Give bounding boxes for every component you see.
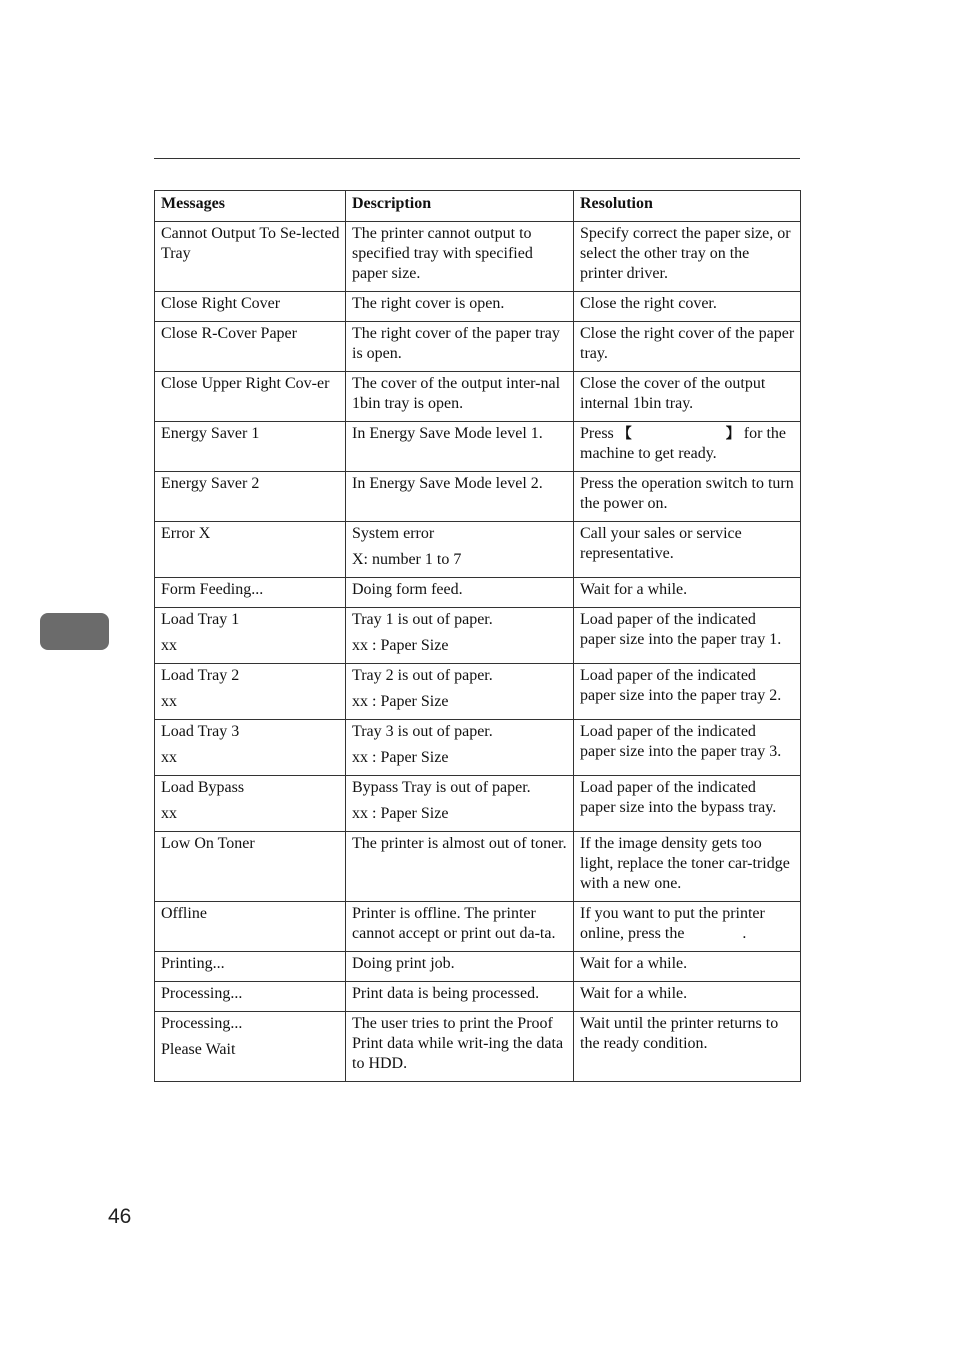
- message-cell: [155, 322, 346, 372]
- description-text: The cover of the output inter-nal 1bin tray is open.: [352, 375, 561, 412]
- message-text: Close R-Cover Paper: [161, 325, 297, 342]
- resolution-cell: [574, 292, 801, 322]
- message-cell: [155, 608, 346, 664]
- resolution-text: Call your sales or service representative.: [580, 525, 742, 562]
- table-row: [155, 664, 801, 720]
- message-text: Load Tray 3: [161, 723, 240, 740]
- table-row: [155, 952, 801, 982]
- description-text: Tray 2 is out of paper.: [352, 667, 493, 684]
- description-text: In Energy Save Mode level 2.: [352, 475, 543, 492]
- description-cell: [346, 472, 574, 522]
- resolution-text: If you want to put the printer online, press the: [580, 905, 765, 942]
- message-cell: [155, 902, 346, 952]
- table-row: [155, 720, 801, 776]
- message-cell: [155, 1012, 346, 1082]
- description-text: The printer is almost out of toner.: [352, 835, 567, 852]
- column-header-resolution: Resolution: [574, 191, 801, 222]
- message-text: Please Wait: [161, 1041, 236, 1058]
- table-row: [155, 322, 801, 372]
- description-cell: [346, 222, 574, 292]
- description-text: Bypass Tray is out of paper.: [352, 779, 531, 796]
- message-text: Load Bypass: [161, 779, 245, 796]
- table-row: [155, 832, 801, 902]
- table-header-row: [155, 191, 801, 222]
- description-text: In Energy Save Mode level 1.: [352, 425, 543, 442]
- description-text: Tray 1 is out of paper.: [352, 611, 493, 628]
- table-row: [155, 222, 801, 292]
- description-cell: [346, 578, 574, 608]
- message-text: Form Feeding...: [161, 581, 264, 598]
- description-text: X: number 1 to 7: [352, 551, 462, 568]
- resolution-cell: [574, 422, 801, 472]
- message-cell: [155, 720, 346, 776]
- description-text: Doing print job.: [352, 955, 455, 972]
- message-cell: [155, 222, 346, 292]
- message-text: Processing...: [161, 985, 243, 1002]
- resolution-text: Load paper of the indicated paper size into the paper tray 1.: [580, 611, 782, 648]
- chapter-tab: [40, 613, 109, 650]
- resolution-cell: [574, 472, 801, 522]
- resolution-cell: [574, 372, 801, 422]
- message-cell: [155, 292, 346, 322]
- table-row: [155, 472, 801, 522]
- message-cell: [155, 578, 346, 608]
- message-text: Low On Toner: [161, 835, 255, 852]
- message-text: Energy Saver 2: [161, 475, 260, 492]
- table-row: [155, 1012, 801, 1082]
- resolution-text: If the image density gets too light, replace the toner car-tridge with a new one.: [580, 835, 790, 892]
- table-row: [155, 522, 801, 578]
- resolution-cell: [574, 776, 801, 832]
- description-cell: [346, 832, 574, 902]
- resolution-cell: [574, 982, 801, 1012]
- resolution-text: Press the operation switch to turn the power on.: [580, 475, 794, 512]
- description-cell: [346, 422, 574, 472]
- description-cell: [346, 608, 574, 664]
- resolution-text: Wait for a while.: [580, 581, 688, 598]
- resolution-cell: [574, 720, 801, 776]
- description-cell: [346, 522, 574, 578]
- column-header-description: Description: [346, 191, 574, 222]
- description-cell: [346, 902, 574, 952]
- page-number: 46: [108, 1205, 132, 1228]
- description-cell: [346, 292, 574, 322]
- description-text: The user tries to print the Proof Print data while writ-ing the data to HDD.: [352, 1015, 564, 1072]
- description-text: Printer is offline. The printer cannot accept or print out da-ta.: [352, 905, 556, 942]
- table-row: [155, 578, 801, 608]
- message-cell: [155, 522, 346, 578]
- resolution-text: Specify correct the paper size, or select the other tray on the printer driver.: [580, 225, 791, 282]
- header-rule: [154, 158, 800, 159]
- description-text: xx : Paper Size: [352, 637, 449, 654]
- table-row: [155, 292, 801, 322]
- message-cell: [155, 372, 346, 422]
- message-cell: [155, 982, 346, 1012]
- message-text: xx: [161, 637, 177, 654]
- message-cell: [155, 664, 346, 720]
- message-table: [154, 190, 801, 1082]
- resolution-cell: [574, 322, 801, 372]
- resolution-text: Load paper of the indicated paper size into the bypass tray.: [580, 779, 777, 816]
- message-text: xx: [161, 693, 177, 710]
- resolution-cell: [574, 902, 801, 952]
- key-bracket-close: 】: [725, 426, 740, 442]
- message-cell: [155, 952, 346, 982]
- resolution-text: Close the right cover.: [580, 295, 717, 312]
- message-text: Close Upper Right Cov-er: [161, 375, 330, 392]
- resolution-cell: [574, 952, 801, 982]
- key-bracket-open: 【: [617, 426, 632, 442]
- description-text: The right cover of the paper tray is open.: [352, 325, 560, 362]
- resolution-text: Load paper of the indicated paper size into the paper tray 3.: [580, 723, 782, 760]
- description-cell: [346, 664, 574, 720]
- message-text: Energy Saver 1: [161, 425, 260, 442]
- description-text: The printer cannot output to specified tray with specified paper size.: [352, 225, 533, 282]
- resolution-cell: [574, 578, 801, 608]
- resolution-text: for the machine to get ready.: [580, 425, 786, 462]
- message-text: Close Right Cover: [161, 295, 281, 312]
- table-row: [155, 372, 801, 422]
- description-cell: [346, 372, 574, 422]
- resolution-text: Wait until the printer returns to the ready condition.: [580, 1015, 779, 1052]
- message-text: Load Tray 2: [161, 667, 240, 684]
- resolution-cell: [574, 832, 801, 902]
- resolution-text: Press: [580, 425, 618, 442]
- column-header-messages: Messages: [155, 191, 346, 222]
- resolution-text: Close the right cover of the paper tray.: [580, 325, 795, 362]
- message-cell: [155, 472, 346, 522]
- description-cell: [346, 982, 574, 1012]
- description-text: System error: [352, 525, 435, 542]
- description-text: Doing form feed.: [352, 581, 463, 598]
- message-text: xx: [161, 805, 177, 822]
- resolution-text: Wait for a while.: [580, 985, 688, 1002]
- description-cell: [346, 952, 574, 982]
- resolution-text: .: [742, 925, 747, 942]
- table-row: [155, 776, 801, 832]
- description-text: Print data is being processed.: [352, 985, 540, 1002]
- description-cell: [346, 776, 574, 832]
- resolution-cell: [574, 222, 801, 292]
- table-row: [155, 902, 801, 952]
- table-row: [155, 422, 801, 472]
- description-text: The right cover is open.: [352, 295, 505, 312]
- message-cell: [155, 776, 346, 832]
- message-text: Offline: [161, 905, 207, 922]
- message-cell: [155, 422, 346, 472]
- description-text: Tray 3 is out of paper.: [352, 723, 493, 740]
- message-text: Error X: [161, 525, 211, 542]
- resolution-text: Close the cover of the output internal 1bin tray.: [580, 375, 766, 412]
- resolution-cell: [574, 608, 801, 664]
- resolution-cell: [574, 664, 801, 720]
- resolution-text: Load paper of the indicated paper size into the paper tray 2.: [580, 667, 782, 704]
- description-text: xx : Paper Size: [352, 749, 449, 766]
- message-text: Printing...: [161, 955, 225, 972]
- table-row: [155, 608, 801, 664]
- message-cell: [155, 832, 346, 902]
- description-cell: [346, 322, 574, 372]
- description-text: xx : Paper Size: [352, 693, 449, 710]
- message-text: xx: [161, 749, 177, 766]
- resolution-cell: [574, 522, 801, 578]
- message-text: Cannot Output To Se-lected Tray: [161, 225, 340, 262]
- resolution-text: Wait for a while.: [580, 955, 688, 972]
- message-text: Processing...: [161, 1015, 243, 1032]
- description-cell: [346, 1012, 574, 1082]
- resolution-cell: [574, 1012, 801, 1082]
- table-row: [155, 982, 801, 1012]
- message-text: Load Tray 1: [161, 611, 240, 628]
- description-text: xx : Paper Size: [352, 805, 449, 822]
- description-cell: [346, 720, 574, 776]
